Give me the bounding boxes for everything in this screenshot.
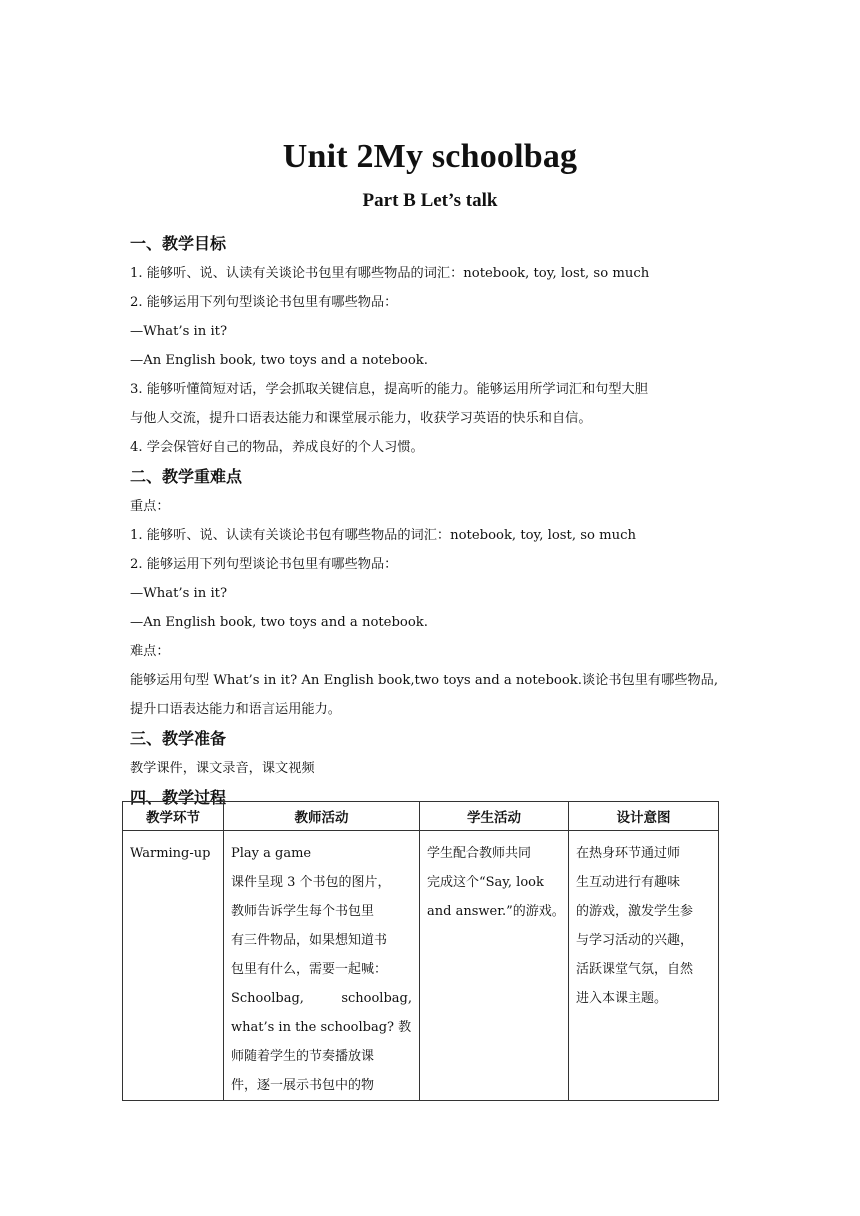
paragraph-line: —What’s in it? (130, 324, 228, 339)
cell-stage (123, 831, 224, 1101)
paragraph-line: 2. 能够运用下列句型谈论书包里有哪些物品： (130, 557, 398, 572)
paragraph-line: —What’s in it? (130, 586, 228, 601)
teacher-line: what’s in the schoolbag? 教 (231, 1020, 412, 1035)
table-header-row (123, 802, 719, 831)
paragraph-line: 难点： (130, 644, 170, 659)
purpose-line: 活跃课堂气氛，自然 (576, 962, 694, 977)
teacher-line-part: schoolbag, (341, 991, 412, 1006)
purpose-line: 与学习活动的兴趣， (576, 933, 694, 948)
teacher-line: 有三件物品，如果想知道书 (231, 933, 388, 948)
stage-text: Warming-up (130, 846, 211, 861)
teacher-line-justified (231, 984, 412, 1013)
cell-design-purpose (569, 831, 719, 1101)
student-line: and answer.”的游戏。 (427, 904, 565, 919)
paragraph-line: 能够运用句型 What’s in it? An English book,two toys and a notebook.谈论书包里有哪些物品, (130, 673, 719, 688)
page-title: Unit 2My schoolbag (282, 138, 578, 175)
paragraph-line: 提升口语表达能力和语言运用能力。 (130, 702, 341, 717)
document-body (130, 229, 730, 813)
section-heading-key-points: 二、教学重难点 (130, 467, 243, 486)
cell-teacher-activity (224, 831, 420, 1101)
section-heading-objectives: 一、教学目标 (130, 234, 227, 253)
column-header-design-purpose: 设计意图 (569, 802, 719, 831)
paragraph-line: 1. 能够听、说、认读有关谈论书包里有哪些物品的词汇：notebook, toy, lost, so much (130, 266, 650, 281)
purpose-line: 的游戏，激发学生参 (576, 904, 694, 919)
paragraph-line: 重点： (130, 499, 170, 514)
purpose-line: 生互动进行有趣味 (576, 875, 681, 890)
section-heading-process: 四、教学过程 (130, 788, 227, 807)
paragraph-line: 1. 能够听、说、认读有关谈论书包有哪些物品的词汇：notebook, toy, lost, so much (130, 528, 637, 543)
paragraph-line: 与他人交流，提升口语表达能力和课堂展示能力，收获学习英语的快乐和自信。 (130, 411, 592, 426)
purpose-line: 在热身环节通过师 (576, 846, 681, 861)
teacher-line: 师随着学生的节奏播放课 (231, 1049, 375, 1064)
column-header-stage: 教学环节 (123, 802, 224, 831)
paragraph-line: —An English book, two toys and a notebook. (130, 615, 428, 630)
teacher-line: 课件呈现 3 个书包的图片， (231, 875, 391, 890)
table-row (123, 831, 719, 1101)
section-heading-preparation: 三、教学准备 (130, 729, 227, 748)
student-line: 学生配合教师共同 (427, 846, 532, 861)
paragraph-line: 2. 能够运用下列句型谈论书包里有哪些物品： (130, 295, 398, 310)
cell-student-activity (420, 831, 569, 1101)
teacher-line-part: Schoolbag, (231, 991, 304, 1006)
paragraph-line: —An English book, two toys and a notebook. (130, 353, 428, 368)
paragraph-line: 4. 学会保管好自己的物品，养成良好的个人习惯。 (130, 440, 424, 455)
purpose-line: 进入本课主题。 (576, 991, 668, 1006)
teacher-line: Play a game (231, 846, 312, 861)
column-header-teacher-activity: 教师活动 (224, 802, 420, 831)
teacher-line: 件，逐一展示书包中的物 (231, 1078, 375, 1093)
teacher-line: 教师告诉学生每个书包里 (231, 904, 375, 919)
paragraph-line: 3. 能够听懂简短对话，学会抓取关键信息，提高听的能力。能够运用所学词汇和句型大胆 (130, 382, 648, 397)
page-subtitle: Part B Let’s talk (362, 190, 498, 211)
teaching-process-table (122, 801, 719, 1101)
column-header-student-activity: 学生活动 (420, 802, 569, 831)
student-line: 完成这个“Say, look (427, 875, 544, 890)
paragraph-line: 教学课件，课文录音，课文视频 (130, 761, 315, 776)
teacher-line: 包里有什么，需要一起喊： (231, 962, 388, 977)
